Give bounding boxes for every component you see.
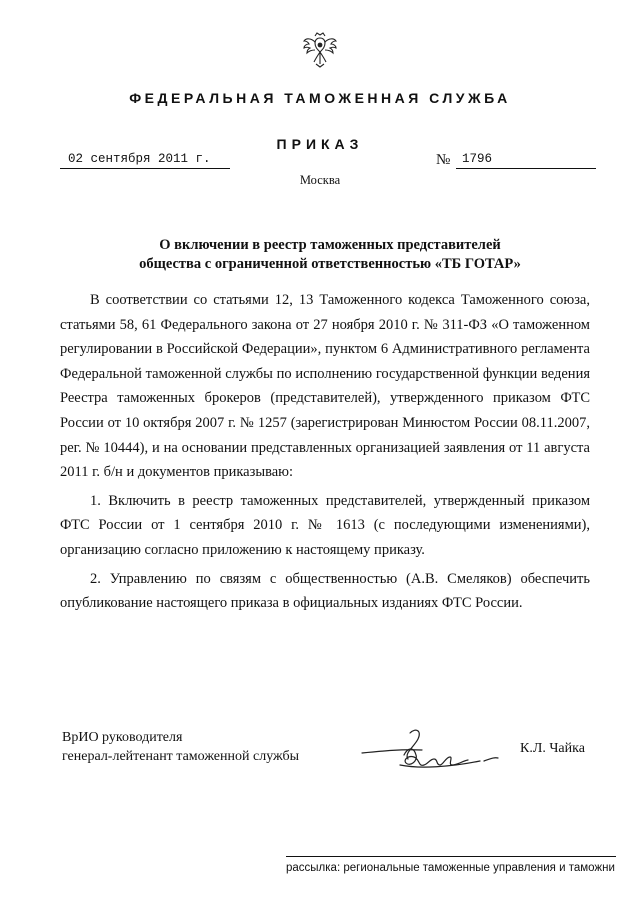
order-number-label: № (436, 152, 451, 168)
document-title (60, 236, 600, 274)
order-item-1: 1. Включить в реестр таможенных представителей, утвержденный приказом ФТС России от 1 сентября 2010 г. № 1613 (с последующими изменениями), организацию согласно приложению к настоящему приказу. (60, 492, 590, 558)
preamble-paragraph: В соответствии со статьями 12, 13 Таможенного кодекса Таможенного союза, статьями 58, 61 Федерального закона от 27 ноября 2010 г. № 311-ФЗ «О таможенном регулировании в Российской Федерации», пунктом 6 Административного регламента Федеральной таможенной службы по исполнению государственной функции ведения Реестра таможенных брокеров (представителей), утвержденного приказом ФТС России от 10 октября 2007 г. № 1257 (зарегистрирован Минюстом России 08.11.2007, рег. № 10444), и на основании представленных организацией заявления от 11 августа 2011 г. б/н и документов приказываю: (60, 292, 590, 481)
distribution-list: рассылка: региональные таможенные управления и таможни (286, 862, 615, 874)
handwritten-signature (360, 725, 510, 775)
order-date: 02 сентября 2011 г. (60, 152, 230, 169)
signer-name: К.Л. Чайка (520, 741, 585, 756)
document-type: ПРИКАЗ (276, 136, 364, 152)
document-title-line1: О включении в реестр таможенных представителей (159, 237, 501, 253)
signer-position (62, 728, 299, 766)
agency-name: ФЕДЕРАЛЬНАЯ ТАМОЖЕННАЯ СЛУЖБА (129, 90, 511, 106)
order-item-2: 2. Управлению по связям с общественностью (А.В. Смеляков) обеспечить опубликование настоящего приказа в официальных изданиях ФТС России. (60, 570, 590, 612)
signer-position-line2: генерал-лейтенант таможенной службы (62, 749, 300, 764)
city: Москва (299, 173, 341, 187)
document-body (60, 288, 590, 616)
footer-divider (286, 856, 616, 857)
order-number: 1796 (456, 152, 596, 169)
document-title-line2: общества с ограниченной ответственностью «ТБ ГОТАР» (139, 256, 521, 272)
coat-of-arms-icon (302, 30, 338, 70)
signer-position-line1: ВрИО руководителя (62, 730, 183, 745)
